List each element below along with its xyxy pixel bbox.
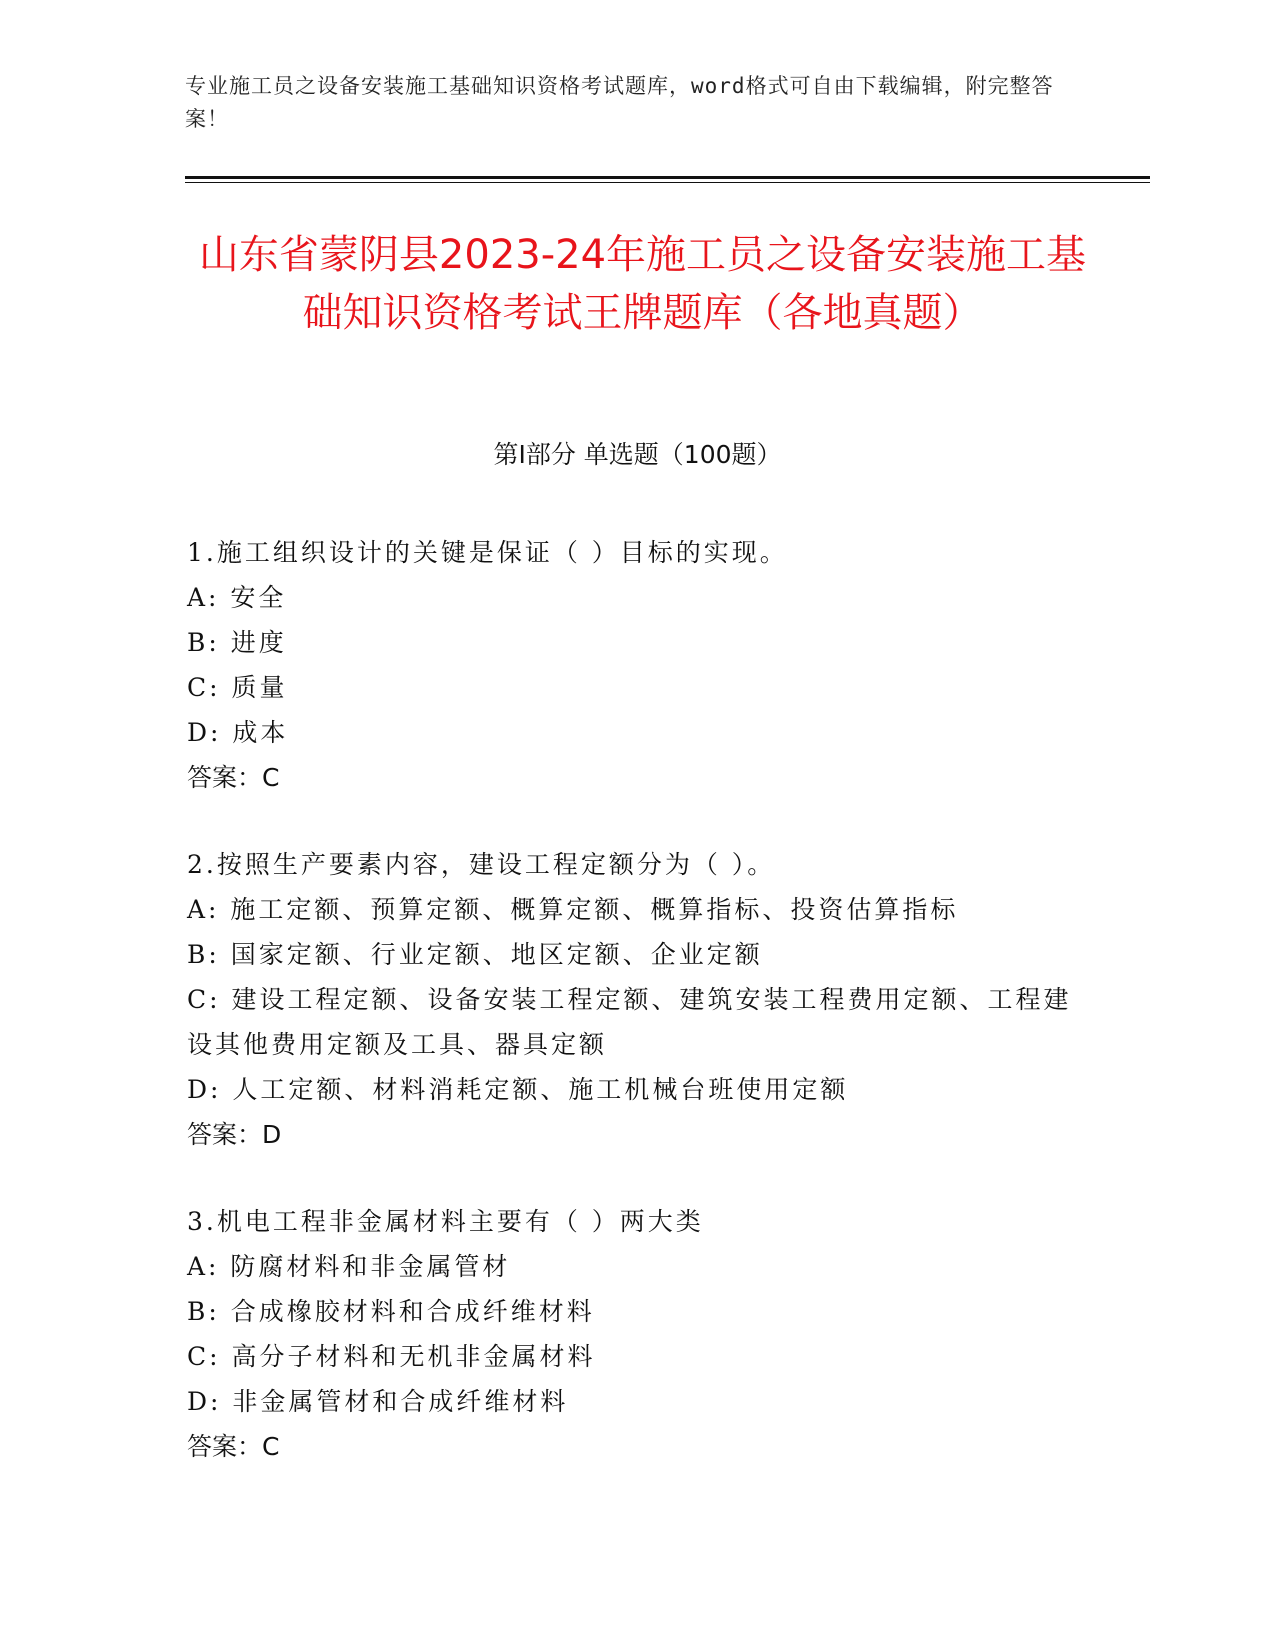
option-b: B: 合成橡胶材料和合成纤维材料 <box>187 1297 595 1326</box>
option-c: C: 质量 <box>187 673 288 702</box>
answer: 答案：D <box>187 1120 282 1149</box>
option-d: D: 非金属管材和合成纤维材料 <box>187 1387 569 1416</box>
question-2 <box>187 842 1087 1157</box>
option-a: A: 安全 <box>187 583 287 612</box>
option-b: B: 进度 <box>187 628 287 657</box>
question-stem: 3.机电工程非金属材料主要有（ ）两大类 <box>187 1207 704 1236</box>
question-list <box>187 530 1087 1511</box>
option-c: C: 建设工程定额、设备安装工程定额、建筑安装工程费用定额、工程建设其他费用定额及工具、器具定额 <box>187 985 1072 1059</box>
option-a: A: 施工定额、预算定额、概算定额、概算指标、投资估算指标 <box>187 895 959 924</box>
answer: 答案：C <box>187 763 280 792</box>
header-divider-thin <box>185 182 1150 183</box>
question-stem: 1.施工组织设计的关键是保证（ ）目标的实现。 <box>187 538 788 567</box>
option-d: D: 人工定额、材料消耗定额、施工机械台班使用定额 <box>187 1075 849 1104</box>
option-a: A: 防腐材料和非金属管材 <box>187 1252 511 1281</box>
answer: 答案：C <box>187 1432 280 1461</box>
document-title: 山东省蒙阴县2023-24年施工员之设备安装施工基础知识资格考试王牌题库（各地真题） <box>198 232 1087 336</box>
header-note: 专业施工员之设备安装施工基础知识资格考试题库，word格式可自由下载编辑，附完整答案！ <box>185 74 1054 131</box>
option-c: C: 高分子材料和无机非金属材料 <box>187 1342 596 1371</box>
question-3 <box>187 1199 1087 1469</box>
section-title: 第Ⅰ部分 单选题（100题） <box>493 440 782 469</box>
question-1 <box>187 530 1087 800</box>
header-divider-thick <box>185 176 1150 179</box>
option-d: D: 成本 <box>187 718 289 747</box>
question-stem: 2.按照生产要素内容，建设工程定额分为（ ）。 <box>187 850 776 879</box>
option-b: B: 国家定额、行业定额、地区定额、企业定额 <box>187 940 763 969</box>
